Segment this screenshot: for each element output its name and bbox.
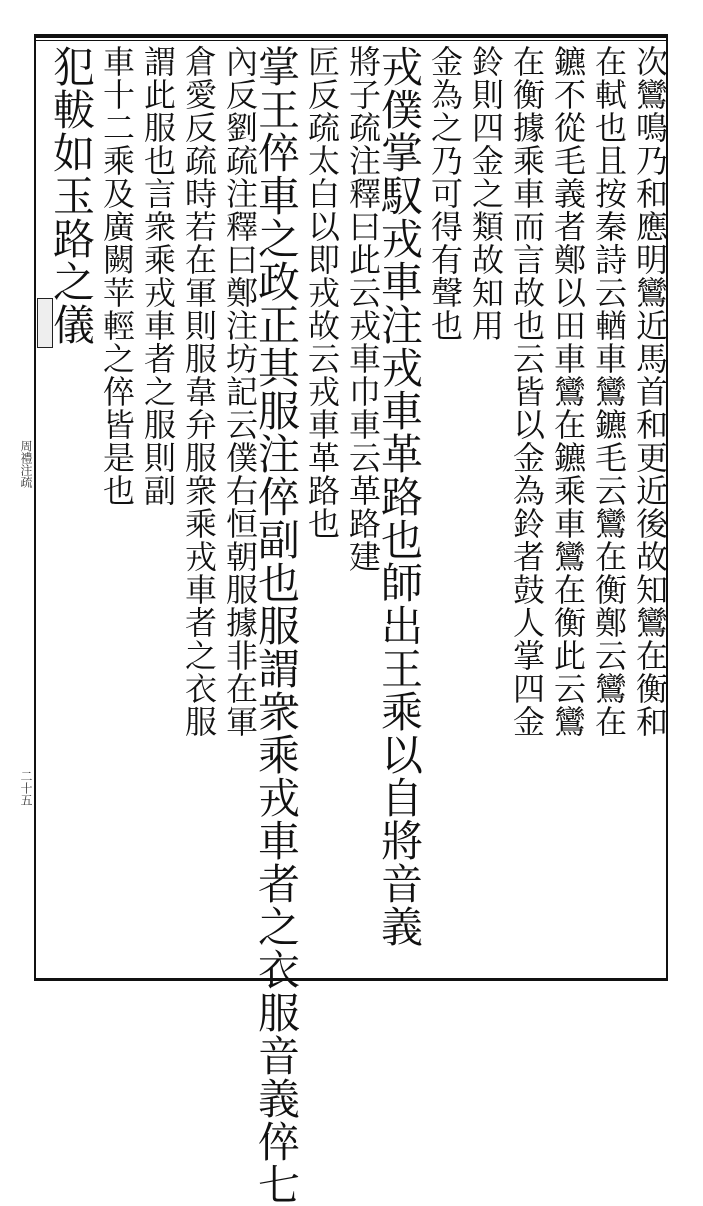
text-column [174, 45, 218, 975]
column-segment: 政正其服 [252, 260, 301, 432]
column-segment: 注 [375, 303, 424, 346]
side-title: 周禮注疏 [19, 440, 33, 488]
text-column [502, 45, 546, 975]
frame-top-inner [36, 40, 668, 41]
column-segment: 戎車革路也師出王乘以自將音義 [375, 346, 424, 948]
frame-top-outer [36, 34, 668, 38]
text-column [338, 45, 382, 975]
column-segment: 注 [252, 432, 301, 475]
column-segment: 掌王倅車之 [252, 45, 301, 260]
column-segment: 倉愛反 [180, 45, 218, 144]
column-segment: 在衡據乘車而言故也云皆以金為鈴者鼓人掌四金 [508, 45, 546, 738]
column-segment: 鑣不從毛義者鄭以田車鸞在鑣乘車鸞在衡此云鸞 [549, 45, 587, 738]
text-column [420, 45, 464, 975]
column-segment: 太白以即戎故云戎車革路也 [303, 144, 341, 540]
text-column [252, 45, 301, 1206]
column-segment: 金為之乃可得有聲也 [426, 45, 464, 342]
column-segment: 內反劉 [221, 45, 259, 144]
column-segment: 注釋曰鄭注坊記云僕右恒朝服據非在軍 [221, 177, 259, 738]
column-segment: 次鸞鳴乃和應明鸞近馬首和更近後故知鸞在衡和 [631, 45, 669, 738]
text-column [92, 45, 136, 975]
column-segment: 將子 [344, 45, 382, 111]
text-column [215, 45, 259, 975]
column-segment: 倅副也服謂衆乘戎車者之衣服音義倅七 [252, 475, 301, 1206]
frame-bottom [36, 978, 668, 981]
column-segment: 時若在軍則服韋弁服衆乘戎車者之衣服 [180, 177, 218, 738]
text-column [375, 45, 424, 975]
column-segment: 鈴則四金之類故知用 [467, 45, 505, 342]
column-segment: 注釋曰此云戎車巾車云革路建 [344, 144, 382, 573]
column-segment: 謂此服也言衆乘戎車者之服則副 [139, 45, 177, 507]
text-column [584, 45, 628, 975]
text-column [461, 45, 505, 975]
column-segment: 疏 [344, 111, 382, 144]
column-segment: 匠反 [303, 45, 341, 111]
text-column [297, 45, 341, 975]
column-segment: 犯軷如玉路之儀 [47, 45, 96, 346]
column-segment: 疏 [221, 144, 259, 177]
column-segment: 疏 [303, 111, 341, 144]
column-segment: 車十二乘及廣闕苹輕之倅皆是也 [98, 45, 136, 507]
page-number: 二十五 [19, 770, 33, 806]
frame-left [34, 34, 36, 981]
text-column [543, 45, 587, 975]
column-segment: 戎僕掌馭戎車 [375, 45, 424, 303]
text-column [47, 45, 96, 975]
text-column [133, 45, 177, 975]
column-segment: 疏 [180, 144, 218, 177]
text-column [625, 45, 669, 975]
column-segment: 在軾也且按秦詩云輶車鸞鑣毛云鸞在衡鄭云鸞在 [590, 45, 628, 738]
